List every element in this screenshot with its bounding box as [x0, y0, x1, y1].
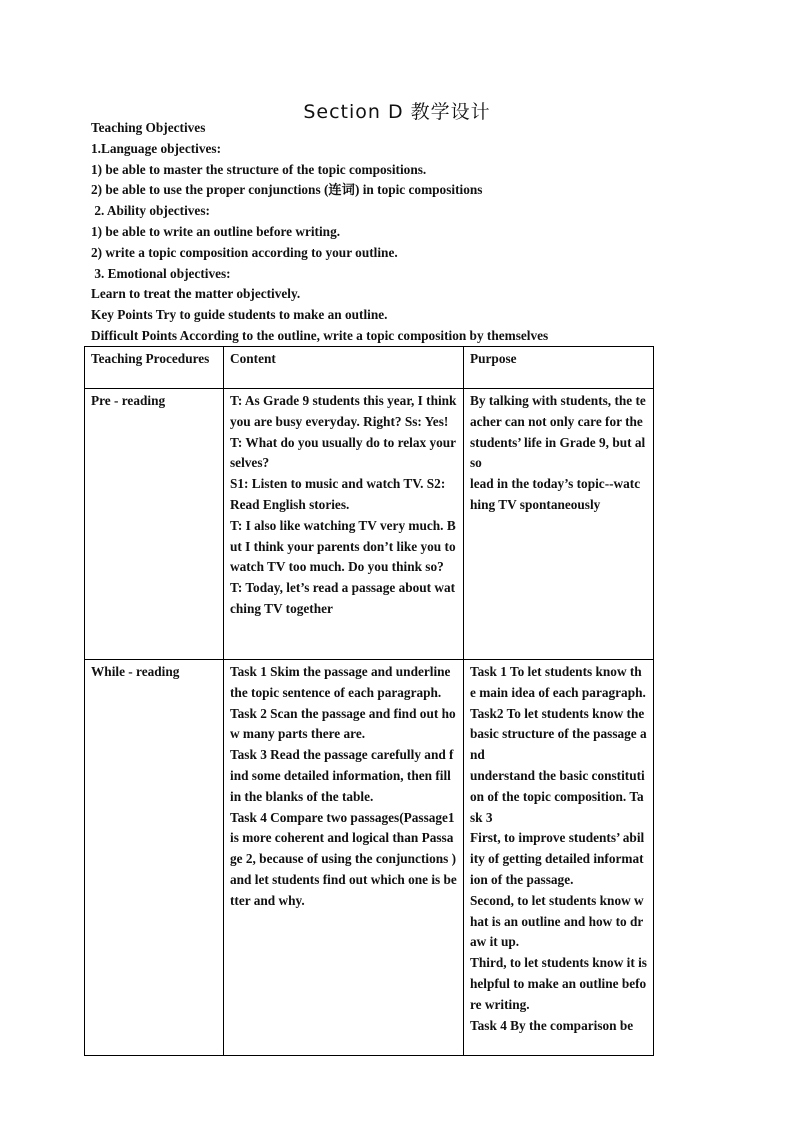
teaching-objectives-heading: Teaching Objectives	[91, 120, 206, 135]
header-purpose: Purpose	[464, 347, 654, 389]
purpose-line: Second, to let students know what is an outline and how to draw it up.	[470, 892, 644, 950]
procedure-cell: While - reading	[85, 660, 224, 1056]
purpose-line: Third, to let students know it is helpful to make an outline before writing.	[470, 955, 647, 1012]
content-line: T: As Grade 9 students this year, I think you are busy everyday. Right? Ss: Yes!	[230, 393, 457, 429]
content-line: Task 2 Scan the passage and find out how many parts there are.	[230, 705, 456, 742]
header-procedures: Teaching Procedures	[85, 347, 224, 389]
objectives-section	[91, 118, 671, 347]
language-objective-2: 2) be able to use the proper conjunctions (连词) in topic compositions	[91, 182, 483, 198]
language-objective-1: 1) be able to master the structure of the topic compositions.	[91, 161, 427, 177]
purpose-line: understand the basic constitution of the topic composition. Task 3	[470, 767, 645, 825]
procedure-cell: Pre - reading	[85, 389, 224, 660]
document-title: Section D 教学设计	[303, 100, 491, 123]
content-line: Task 4 Compare two passages(Passage1 is more coherent and logical than Passage 2, because of using the conjunctions )and let students find out which one is better and why.	[230, 809, 457, 908]
purpose-line: First, to improve students’ ability of getting detailed information of the passage.	[470, 830, 645, 887]
purpose-line: Task2 To let students know the basic structure of the passage and	[470, 705, 647, 763]
language-objectives-heading: 1.Language objectives:	[91, 140, 222, 156]
purpose-cell	[464, 389, 654, 660]
header-content: Content	[224, 347, 464, 389]
key-points: Key Points Try to guide students to make an outline.	[91, 307, 388, 323]
content-line: Task 3 Read the passage carefully and find some detailed information, then fill in the blanks of the table.	[230, 747, 454, 804]
content-line: Task 1 Skim the passage and underline the topic sentence of each paragraph.	[230, 664, 451, 700]
table-row-pre-reading	[85, 389, 654, 660]
content-line: T: What do you usually do to relax yourselves?	[230, 434, 457, 471]
ability-objective-1: 1) be able to write an outline before writing.	[91, 223, 341, 239]
ability-objective-2: 2) write a topic composition according to your outline.	[91, 244, 398, 260]
purpose-line: Task 4 By the comparison be	[470, 1017, 634, 1033]
teaching-procedure-table	[84, 346, 654, 1056]
difficult-points: Difficult Points According to the outline, write a topic composition by themselves	[91, 327, 549, 343]
table-header-row	[85, 347, 654, 389]
content-line: T: Today, let’s read a passage about watching TV together	[230, 580, 456, 616]
content-line: S1: Listen to music and watch TV. S2: Read English stories.	[230, 476, 446, 512]
purpose-cell	[464, 660, 654, 1056]
purpose-line: lead in the today’s topic--watching TV spontaneously	[470, 476, 641, 512]
emotional-objective: Learn to treat the matter objectively.	[91, 286, 301, 302]
purpose-line: Task 1 To let students know the main idea of each paragraph.	[470, 664, 646, 700]
content-cell	[224, 660, 464, 1056]
purpose-line: By talking with students, the teacher can not only care for the students’ life in Grade 9, but also	[470, 393, 646, 471]
emotional-objectives-heading: 3. Emotional objectives:	[91, 265, 231, 281]
table-row-while-reading	[85, 660, 654, 1056]
content-cell	[224, 389, 464, 660]
content-line: T: I also like watching TV very much. But I think your parents don’t like you to watch TV too much. Do you think so?	[230, 517, 456, 575]
ability-objectives-heading: 2. Ability objectives:	[91, 203, 210, 219]
